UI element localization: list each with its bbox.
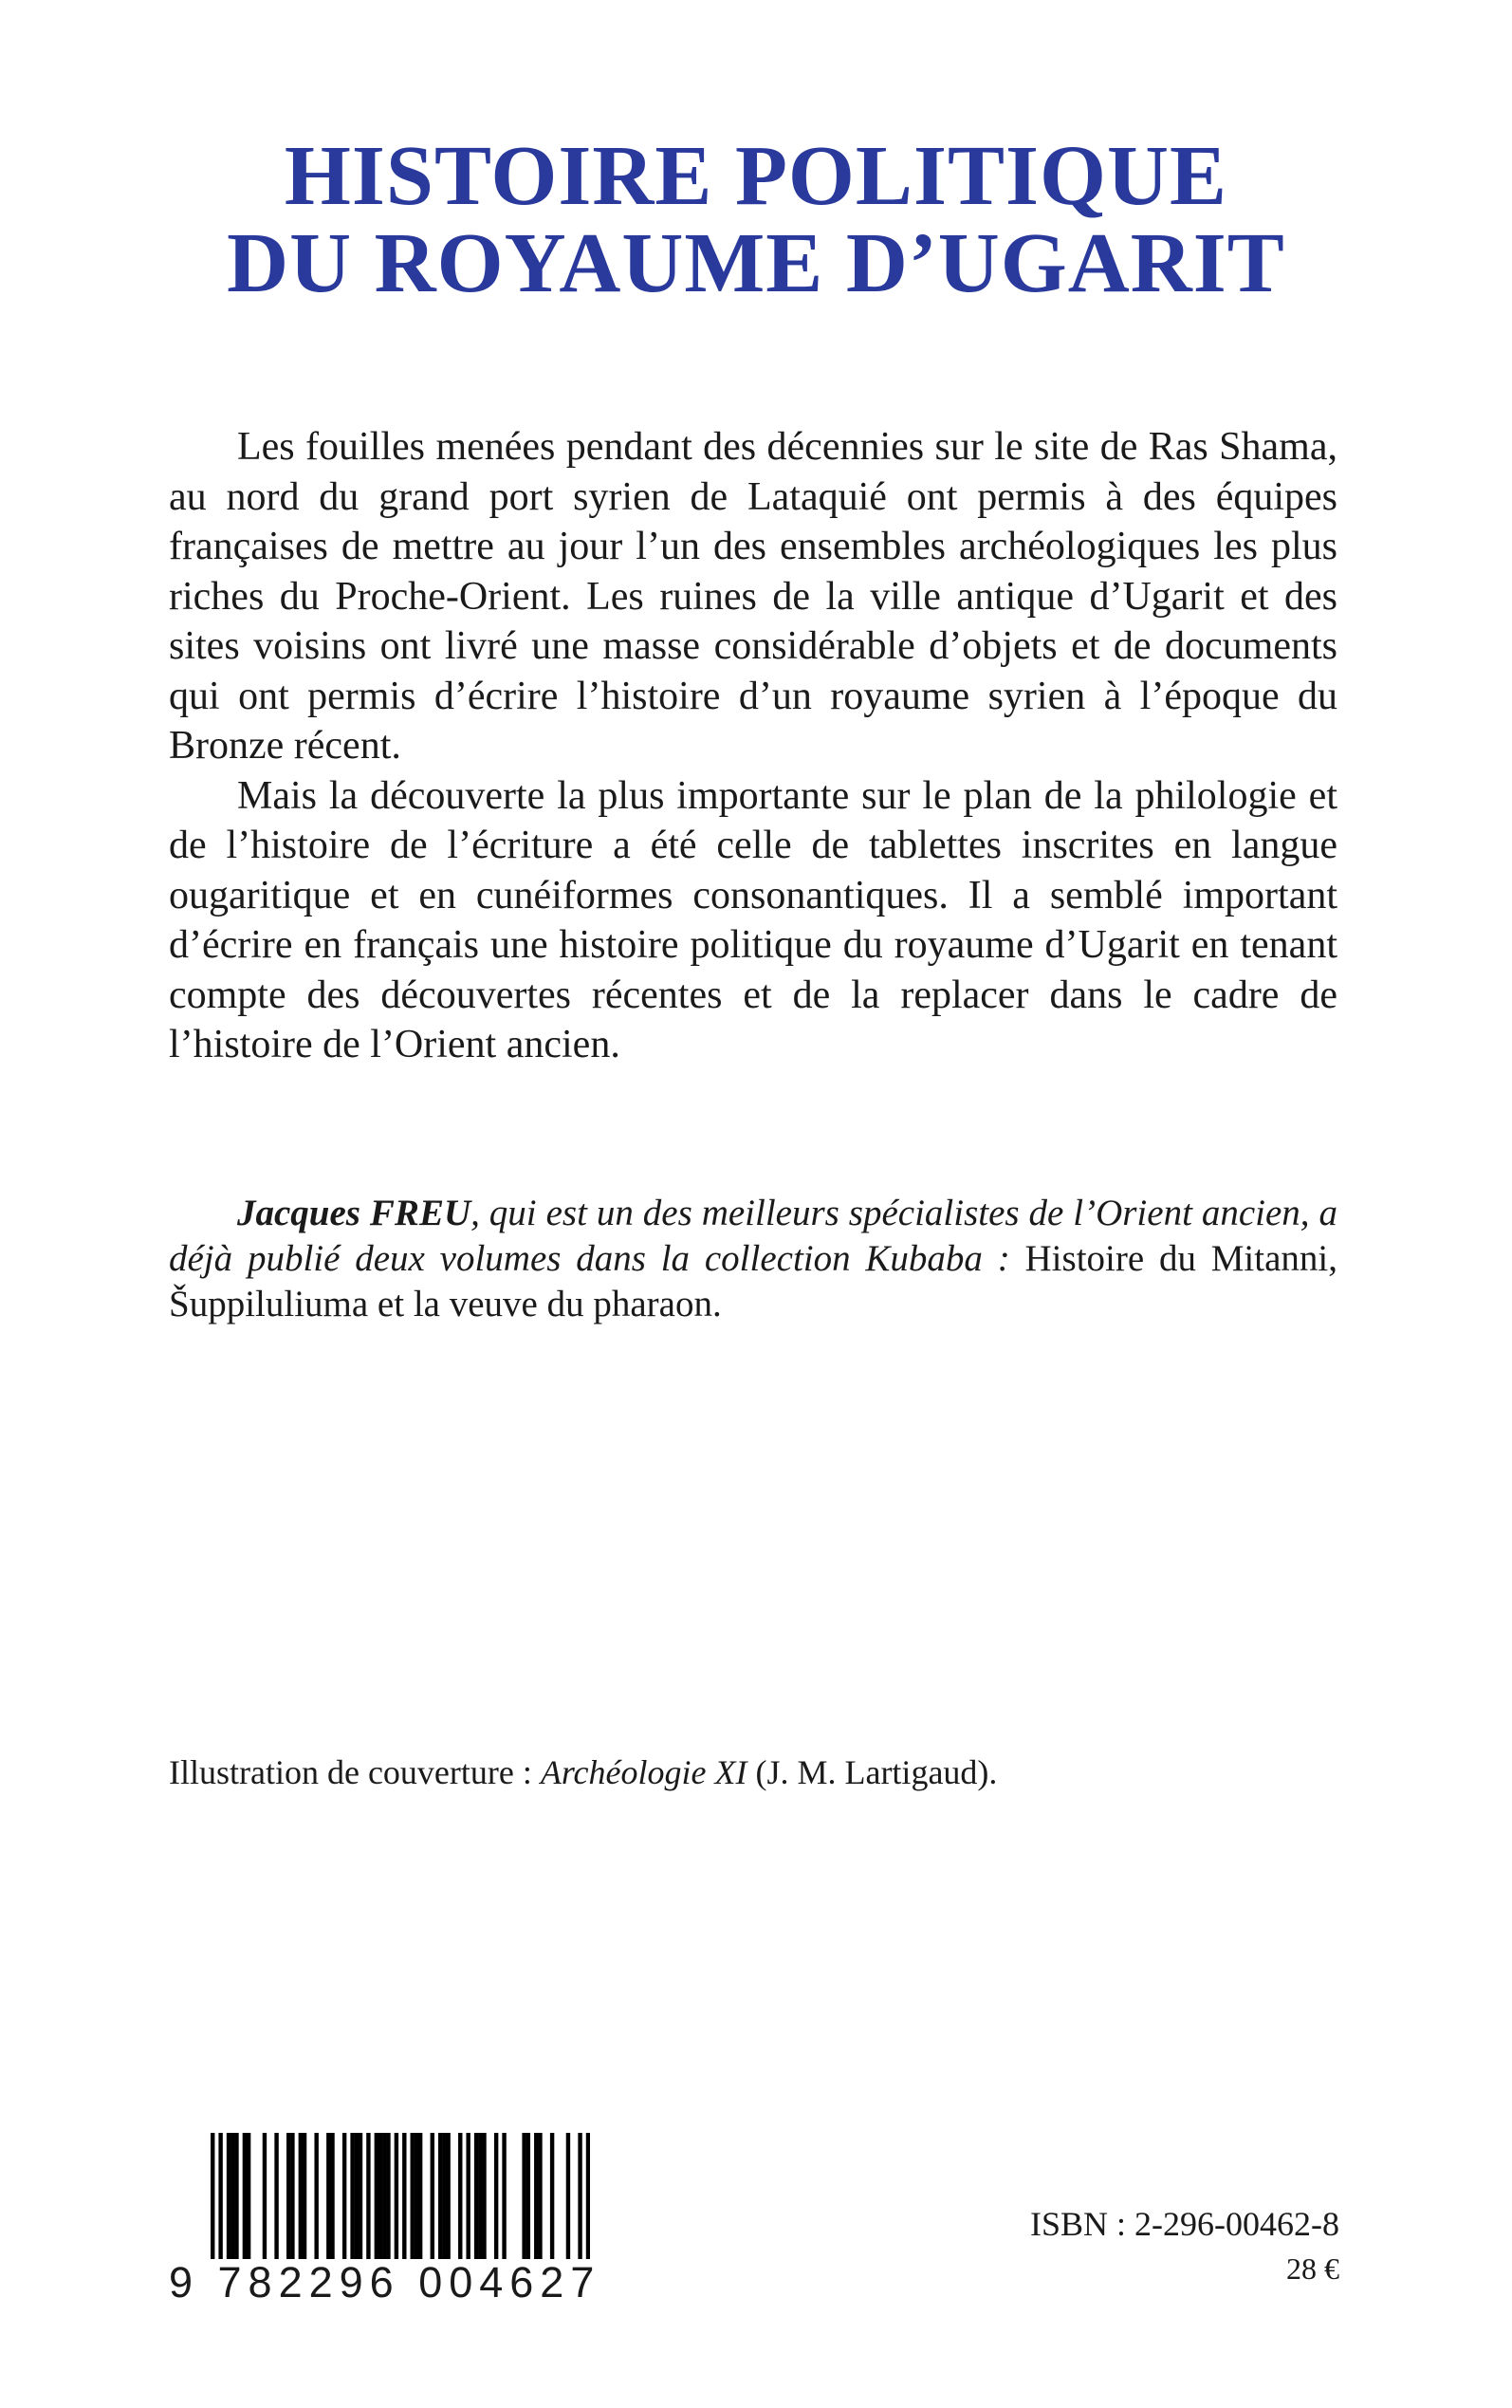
barcode-bar (442, 2133, 446, 2275)
barcode-bar (230, 2133, 234, 2275)
description-paragraph-2: Mais la découverte la plus importante sur le plan de la philologie et de l’histoire de l’écriture a été celle de tablettes inscrites en langue ougaritique et en cunéiformes consonantiques. Il a semblé important d’écrire en français une histoire politique du royaume d’Ugarit en tenant compte des découvertes récentes et de la replacer dans le cadre de l’histoire de l’Orient ancien. (169, 773, 1337, 1066)
barcode-bar (211, 2133, 214, 2275)
barcode-bar (243, 2133, 247, 2275)
barcode-bar (227, 2133, 230, 2275)
title-line-2: DU ROYAUME D’UGARIT (227, 216, 1285, 310)
barcode-bar (382, 2133, 386, 2275)
barcode-bar (474, 2133, 478, 2275)
author-bio-italic: , qui est un des meilleurs spécialistes de l’Orient ancien, a déjà publié deux volumes dans la collection Kubaba : (169, 1193, 1337, 1279)
barcode-bar (350, 2133, 354, 2275)
barcode-bar (326, 2133, 330, 2275)
book-title (0, 129, 1512, 310)
barcode-bar (263, 2133, 267, 2275)
barcode-bar (342, 2133, 346, 2275)
description-paragraph-1: Les fouilles menées pendant des décennies sur le site de Ras Shama, au nord du grand port syrien de Lataquié ont permis à des équipes françaises de mettre au jour l’un des ensembles archéologiques les plus riches du Proche-Orient. Les ruines de la ville antique d’Ugarit et des sites voisins ont livré une masse considérable d’objets et de documents qui ont permis d’écrire l’histoire d’un royaume syrien à l’époque du Bronze récent. (169, 425, 1337, 768)
illustration-suffix: (J. M. Lartigaud). (747, 1753, 998, 1791)
barcode-digits: 9 782296 004627 (169, 2258, 601, 2306)
barcode-bar (522, 2133, 526, 2275)
barcode-bar (355, 2133, 359, 2275)
barcode-bar (431, 2133, 434, 2275)
barcode-bar (378, 2133, 382, 2275)
barcode-bar (482, 2133, 486, 2275)
barcode-bar (458, 2133, 462, 2275)
barcode-bar (218, 2133, 222, 2275)
title-line-1: HISTOIRE POLITIQUE (284, 129, 1228, 223)
illustration-work-title: Archéologie XI (540, 1753, 747, 1791)
barcode-bar (286, 2133, 290, 2275)
barcode-bar (478, 2133, 482, 2275)
barcode-bar (418, 2133, 422, 2275)
barcode-bar (566, 2133, 570, 2275)
barcode-bar (375, 2133, 378, 2275)
barcode-bar (359, 2133, 362, 2275)
barcode-bar (438, 2133, 442, 2275)
barcode-bar (415, 2133, 418, 2275)
barcode-bar (303, 2133, 306, 2275)
barcode-bar (299, 2133, 303, 2275)
author-bio (169, 1191, 1337, 1327)
barcode-bar (234, 2133, 238, 2275)
barcode-bar (366, 2133, 370, 2275)
barcode-bar (274, 2133, 278, 2275)
barcode-bar (466, 2133, 470, 2275)
description (169, 422, 1337, 1070)
barcode-bar (502, 2133, 506, 2275)
barcode-bar (494, 2133, 498, 2275)
barcode-bar (446, 2133, 450, 2275)
author-bio-works: Histoire du Mitanni, Šuppiluliuma et la veuve du pharaon. (169, 1238, 1337, 1324)
barcode-bar (411, 2133, 415, 2275)
barcode-bar (386, 2133, 390, 2275)
barcode-bar (290, 2133, 294, 2275)
barcode-bar (314, 2133, 318, 2275)
cover-illustration-credit (169, 1751, 997, 1793)
barcode-bar (247, 2133, 250, 2275)
isbn: ISBN : 2-296-00462-8 (1030, 2205, 1339, 2243)
author-name: Jacques FREU (237, 1193, 471, 1233)
barcode-bar (330, 2133, 334, 2275)
barcode-bar (395, 2133, 398, 2275)
barcode-bar (578, 2133, 581, 2275)
barcode-bars (211, 2133, 590, 2275)
barcode-bar (538, 2133, 542, 2275)
barcode (211, 2133, 590, 2275)
illustration-prefix: Illustration de couverture : (169, 1753, 541, 1791)
price: 28 € (1286, 2251, 1339, 2286)
barcode-bar (550, 2133, 554, 2275)
barcode-bar (534, 2133, 538, 2275)
barcode-bar (402, 2133, 406, 2275)
barcode-bar (526, 2133, 530, 2275)
barcode-bar (586, 2133, 590, 2275)
